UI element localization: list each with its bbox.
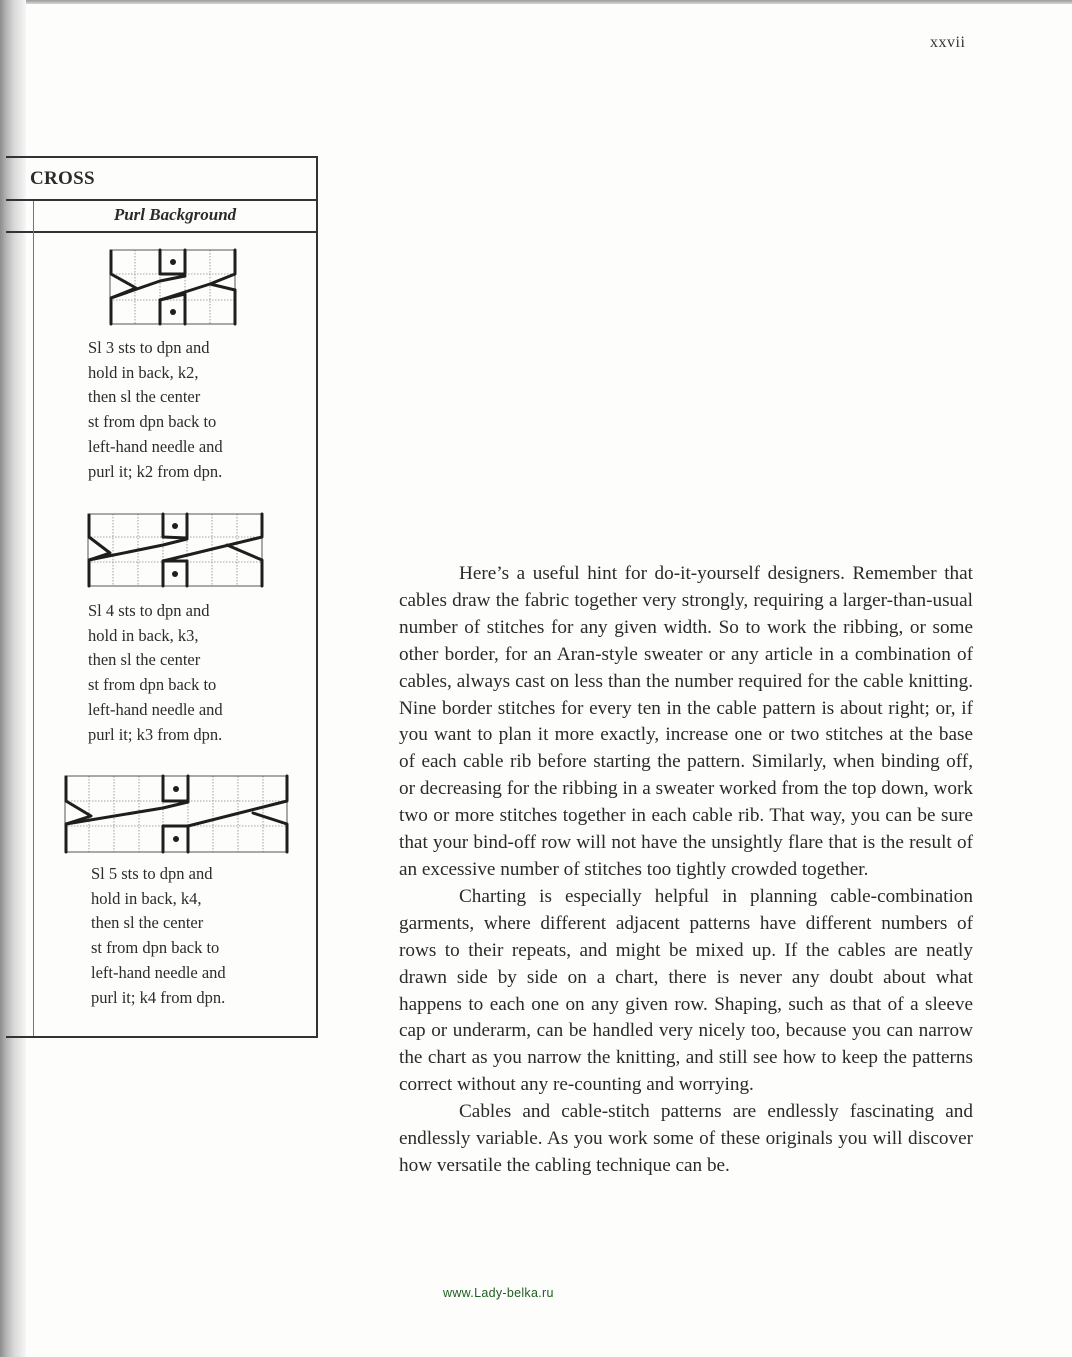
cable-chart-3-icon (63, 774, 289, 854)
instruction-1: Sl 3 sts to dpn and hold in back, k2, then sl the center st from dpn back to left-hand needle and purl it; k2 from dpn. (88, 338, 223, 481)
section-subtitle: Purl Background (113, 205, 237, 224)
page-number: xxvii (930, 34, 966, 51)
rule-bottom (6, 1036, 318, 1038)
paragraph-charting: Charting is especially helpful in planning cable-combination garments, where different adjacent patterns have different numbers of rows to their repeats, and might be mixed up. If the cables are neatly drawn side by side on a chart, there is never any doubt about what happens to each one on any given row. Shaping, such as that of a sleeve cap or underarm, can be handled very nicely too, because you can narrow the chart as you narrow the knitting, and still see how to keep the patterns correct without any re-counting and worrying. (399, 885, 973, 1096)
section-title: CROSS (30, 168, 95, 189)
instruction-3: Sl 5 sts to dpn and hold in back, k4, then sl the center st from dpn back to left-hand needle and purl it; k4 from dpn. (91, 864, 226, 1007)
rule-below-subtitle (6, 231, 318, 233)
cable-chart-2-icon (86, 512, 264, 588)
watermark-link[interactable]: www.Lady-belka.ru (443, 1286, 554, 1300)
rule-left (33, 201, 34, 1036)
paragraph-design-hint: Here’s a useful hint for do-it-yourself designers. Remember that cables draw the fabric together very strongly, requiring a larger-than-usual number of stitches for any given width. So to work the ribbing, or some other border, for an Aran-style sweater or any article in a combination of cables, always cast on less than the number required for the cable knitting. Nine border stitches for every ten in the cable pattern is about right; or, if you want to plan it more exactly, increase one or two stitches at the base of each cable rib before starting the pattern. Similarly, when binding off, or decreasing for the ribbing in a sweater worked from the top down, work two or more stitches together in each cable rib. That way, you can be sure that your bind-off row will not have the unsightly flare that is the result of an excessive number of stitches too tightly crowded together. (399, 563, 973, 880)
cable-chart-1-icon (108, 248, 238, 326)
paragraph-conclusion: Cables and cable-stitch patterns are endlessly fascinating and endlessly variable. As you work some of these originals you will discover how versatile the cabling technique can be. (399, 1101, 973, 1176)
instruction-2: Sl 4 sts to dpn and hold in back, k3, then sl the center st from dpn back to left-hand needle and purl it; k3 from dpn. (88, 601, 223, 744)
rule-right (316, 156, 318, 1038)
page-top-edge (0, 0, 1072, 4)
cross-sidebar-box (6, 156, 318, 1038)
rule-top (6, 156, 318, 158)
body-text (399, 561, 973, 1180)
rule-below-title (6, 199, 318, 201)
